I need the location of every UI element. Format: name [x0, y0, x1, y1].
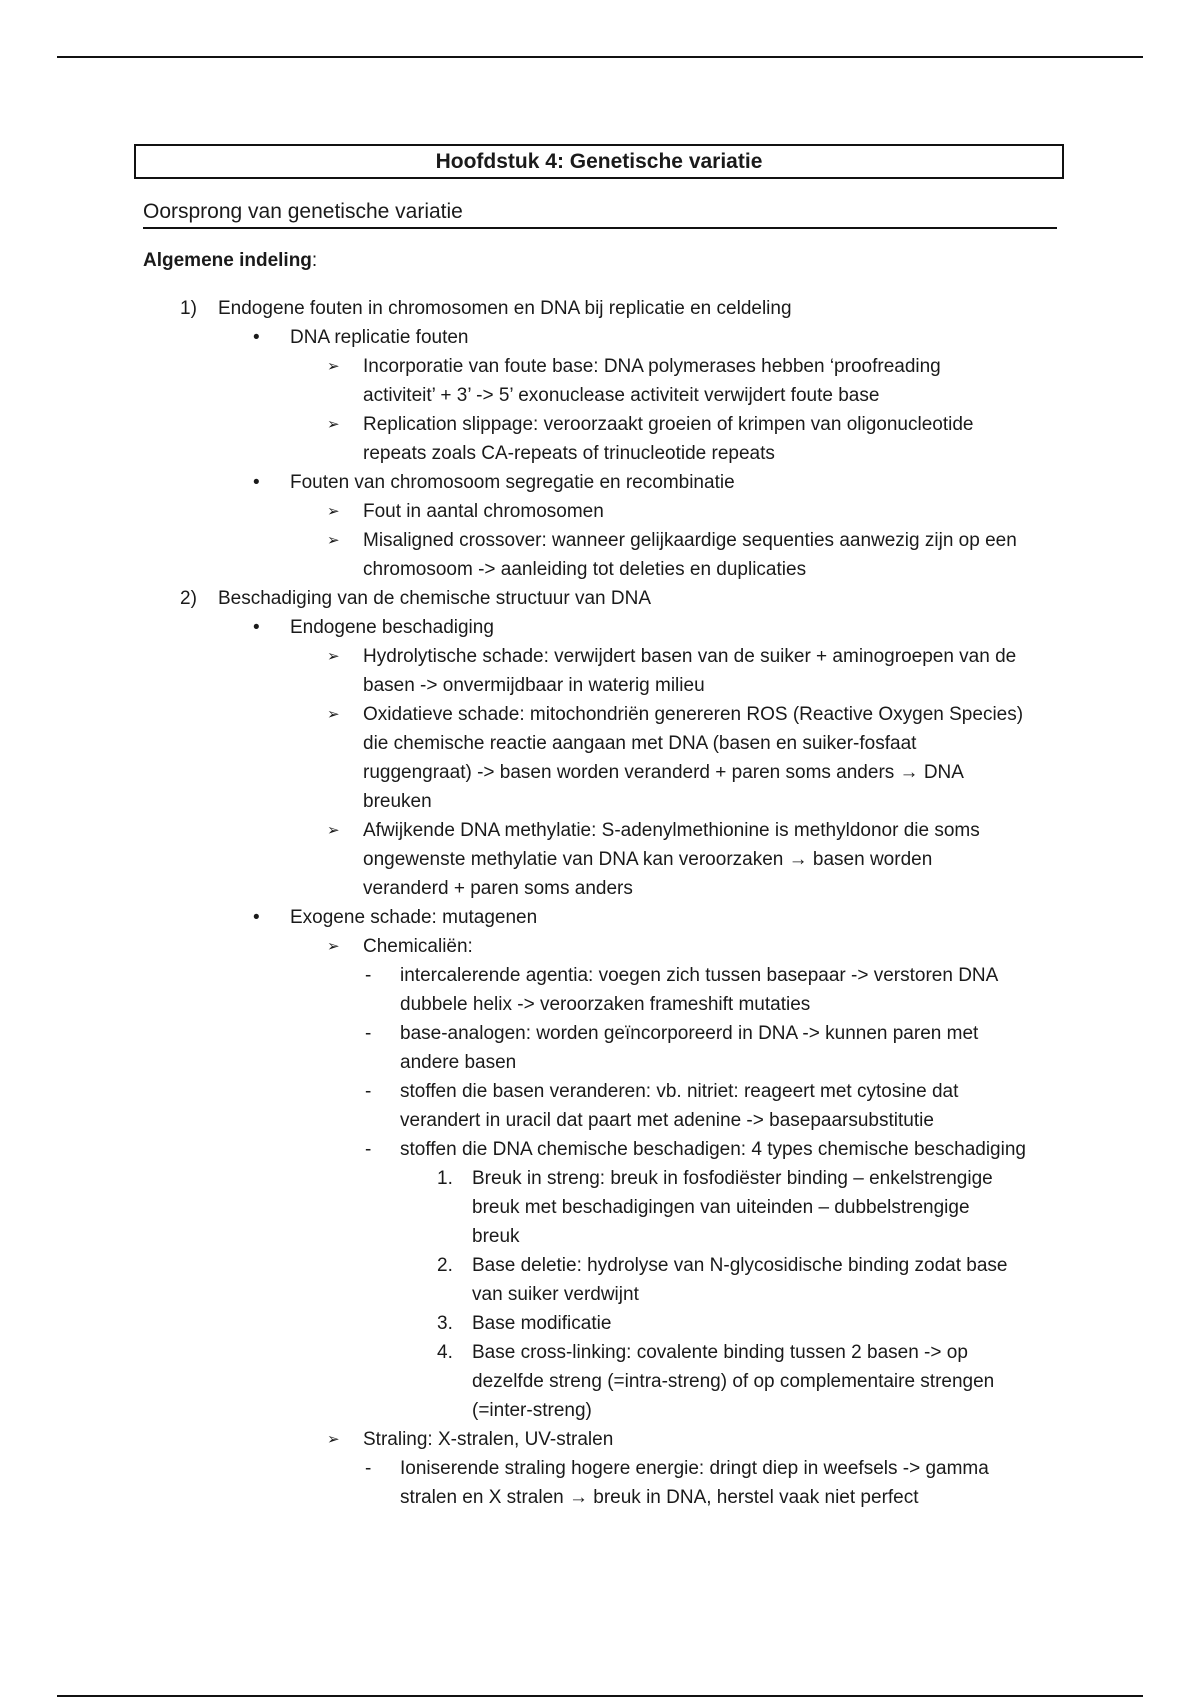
list-item-text: Straling: X-stralen, UV-stralen [363, 1429, 614, 1450]
list-item-text: stralen en X stralen → breuk in DNA, herstel vaak niet perfect [400, 1487, 919, 1508]
list-item-text: basen -> onvermijdbaar in waterig milieu [363, 675, 705, 696]
list-item-text: Incorporatie van foute base: DNA polymerases hebben ‘proofreading [363, 356, 941, 377]
list-item-text: van suiker verdwijnt [472, 1284, 639, 1305]
list-number: 2. [437, 1255, 453, 1276]
list-item-text: dubbele helix -> veroorzaken frameshift mutaties [400, 994, 811, 1015]
dash-bullet-icon: - [365, 1139, 372, 1160]
list-item-text: Replication slippage: veroorzaakt groeien of krimpen van oligonucleotide [363, 414, 974, 435]
list-item-text: Afwijkende DNA methylatie: S-adenylmethionine is methyldonor die soms [363, 820, 980, 841]
arrow-bullet-icon: ➢ [327, 503, 340, 520]
list-item-text: Base modificatie [472, 1313, 612, 1334]
section-heading: Oorsprong van genetische variatie [143, 197, 1057, 229]
list-item-text: Endogene fouten in chromosomen en DNA bij replicatie en celdeling [218, 298, 792, 319]
list-item-text: verandert in uracil dat paart met adenine -> basepaarsubstitutie [400, 1110, 934, 1131]
list-item-text: (=inter-streng) [472, 1400, 592, 1421]
list-number: 1) [180, 298, 197, 319]
list-item-text: intercalerende agentia: voegen zich tussen basepaar -> verstoren DNA [400, 965, 999, 986]
list-item-text: chromosoom -> aanleiding tot deleties en duplicaties [363, 559, 807, 580]
arrow-bullet-icon: ➢ [327, 706, 340, 723]
list-item-text: dezelfde streng (=intra-streng) of op complementaire strengen [472, 1371, 995, 1392]
subheading-colon: : [311, 250, 318, 271]
list-item-text: Base deletie: hydrolyse van N-glycosidische binding zodat base [472, 1255, 1008, 1276]
list-item-text: breuken [363, 791, 432, 812]
arrow-bullet-icon: ➢ [327, 938, 340, 955]
dash-bullet-icon: - [365, 1023, 372, 1044]
list-item-text: Base cross-linking: covalente binding tussen 2 basen -> op [472, 1342, 968, 1363]
bullet-icon: • [253, 327, 260, 348]
arrow-bullet-icon: ➢ [327, 532, 340, 549]
list-item-text: stoffen die basen veranderen: vb. nitriet: reageert met cytosine dat [400, 1081, 959, 1102]
list-number: 1. [437, 1168, 453, 1189]
dash-bullet-icon: - [365, 1458, 372, 1479]
arrow-bullet-icon: ➢ [327, 416, 340, 433]
arrow-bullet-icon: ➢ [327, 1431, 340, 1448]
list-item-text: Misaligned crossover: wanneer gelijkaardige sequenties aanwezig zijn op een [363, 530, 1017, 551]
dash-bullet-icon: - [365, 965, 372, 986]
bullet-icon: • [253, 472, 260, 493]
list-item-text: ongewenste methylatie van DNA kan veroorzaken → basen worden [363, 849, 933, 870]
list-item-text: die chemische reactie aangaan met DNA (basen en suiker-fosfaat [363, 733, 917, 754]
list-item-text: Fouten van chromosoom segregatie en recombinatie [290, 472, 735, 493]
list-item-text: DNA replicatie fouten [290, 327, 469, 348]
list-item-text: Hydrolytische schade: verwijdert basen van de suiker + aminogroepen van de [363, 646, 1017, 667]
bullet-icon: • [253, 617, 260, 638]
top-rule [57, 56, 1143, 58]
chapter-title: Hoofdstuk 4: Genetische variatie [134, 144, 1064, 179]
subheading-label: Algemene indeling [143, 250, 312, 271]
arrow-bullet-icon: ➢ [327, 822, 340, 839]
list-item-text: breuk [472, 1226, 520, 1247]
list-item-text: Oxidatieve schade: mitochondriën genereren ROS (Reactive Oxygen Species) [363, 704, 1024, 725]
list-number: 2) [180, 588, 197, 609]
list-item-text: Chemicaliën: [363, 936, 473, 957]
list-item-text: activiteit’ + 3’ -> 5’ exonuclease activiteit verwijdert foute base [363, 385, 880, 406]
dash-bullet-icon: - [365, 1081, 372, 1102]
list-item-text: ruggengraat) -> basen worden veranderd + paren soms anders → DNA [363, 762, 964, 783]
arrow-bullet-icon: ➢ [327, 358, 340, 375]
list-item-text: Beschadiging van de chemische structuur van DNA [218, 588, 652, 609]
arrow-bullet-icon: ➢ [327, 648, 340, 665]
list-number: 4. [437, 1342, 453, 1363]
list-item-text: Ioniserende straling hogere energie: dringt diep in weefsels -> gamma [400, 1458, 989, 1479]
bottom-rule [57, 1695, 1143, 1697]
list-item-text: andere basen [400, 1052, 517, 1073]
list-number: 3. [437, 1313, 453, 1334]
list-item-text: veranderd + paren soms anders [363, 878, 633, 899]
list-item-text: breuk met beschadigingen van uiteinden – dubbelstrengige [472, 1197, 970, 1218]
list-item-text: Endogene beschadiging [290, 617, 494, 638]
list-item-text: Breuk in streng: breuk in fosfodiëster binding – enkelstrengige [472, 1168, 993, 1189]
list-item-text: base-analogen: worden geïncorporeerd in DNA -> kunnen paren met [400, 1023, 979, 1044]
list-item-text: stoffen die DNA chemische beschadigen: 4 types chemische beschadiging [400, 1139, 1026, 1160]
subheading [143, 247, 317, 275]
bullet-icon: • [253, 907, 260, 928]
list-item-text: Exogene schade: mutagenen [290, 907, 538, 928]
list-item-text: repeats zoals CA-repeats of trinucleotide repeats [363, 443, 775, 464]
list-item-text: Fout in aantal chromosomen [363, 501, 604, 522]
